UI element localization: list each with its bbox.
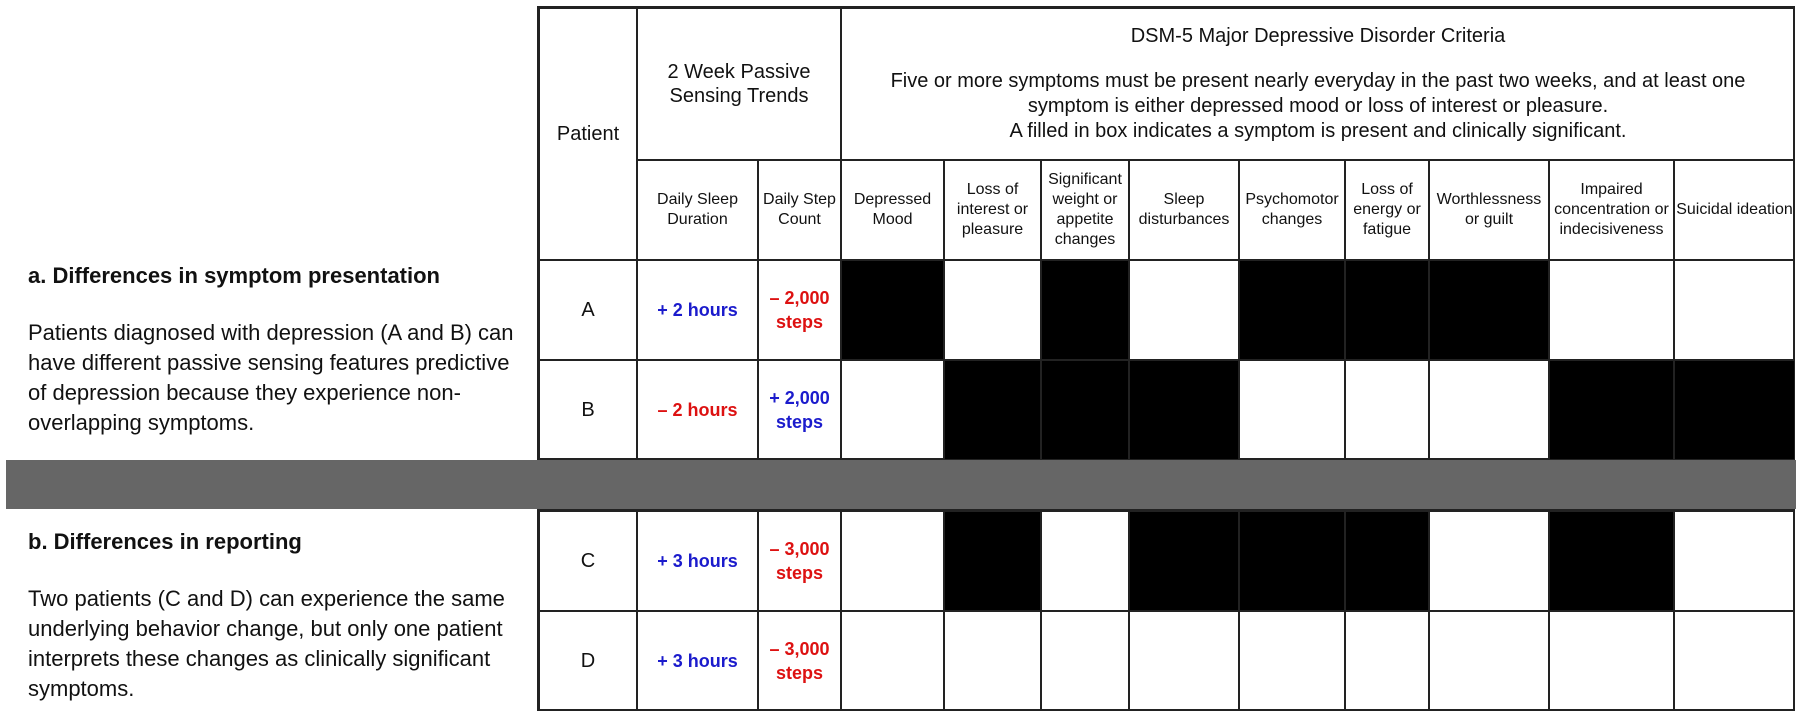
symptom-header: Sleep disturbances (1129, 160, 1239, 260)
symptom-cell-empty (1239, 611, 1345, 711)
dsm-criteria-header (841, 8, 1795, 160)
symptom-cell-filled (1041, 360, 1129, 460)
symptom-cell-filled (1345, 511, 1429, 611)
symptom-header: Loss of interest or pleasure (944, 160, 1041, 260)
symptom-cell-filled (944, 511, 1041, 611)
symptom-cell-empty (1429, 611, 1549, 711)
step-change-value: – 2,000 steps (758, 260, 841, 360)
symptom-cell-empty (1549, 260, 1674, 360)
symptom-cell-empty (841, 611, 944, 711)
sleep-duration-header: Daily Sleep Duration (637, 160, 758, 260)
symptom-header: Worthlessness or guilt (1429, 160, 1549, 260)
symptom-cell-filled (1345, 260, 1429, 360)
symptom-cell-filled (1239, 511, 1345, 611)
symptom-header: Suicidal ideation (1674, 160, 1795, 260)
symptom-cell-filled (1429, 260, 1549, 360)
symptom-header: Depressed Mood (841, 160, 944, 260)
symptom-cell-empty (1239, 360, 1345, 460)
section-divider-band (6, 460, 1796, 509)
symptom-cell-filled (1549, 511, 1674, 611)
symptom-cell-empty (1429, 511, 1549, 611)
symptom-cell-filled (841, 260, 944, 360)
sleep-change-value: + 2 hours (637, 260, 758, 360)
section-b-text (28, 528, 528, 704)
symptom-cell-filled (1239, 260, 1345, 360)
symptom-cell-empty (1041, 611, 1129, 711)
symptom-cell-empty (1429, 360, 1549, 460)
symptom-header: Psychomotor changes (1239, 160, 1345, 260)
step-change-value: – 3,000 steps (758, 511, 841, 611)
criteria-table-top (537, 6, 1795, 460)
symptom-cell-empty (944, 260, 1041, 360)
symptom-cell-empty (1345, 611, 1429, 711)
symptom-cell-empty (1549, 611, 1674, 711)
dsm-criteria-line2: A filled in box indicates a symptom is present and clinically significant. (1009, 120, 1627, 142)
symptom-cell-empty (841, 511, 944, 611)
criteria-table-bottom (537, 509, 1795, 711)
sleep-change-value: + 3 hours (637, 611, 758, 711)
symptom-cell-empty (1674, 611, 1795, 711)
step-count-header: Daily Step Count (758, 160, 841, 260)
symptom-cell-empty (944, 611, 1041, 711)
symptom-cell-filled (1549, 360, 1674, 460)
dsm-criteria-title: DSM-5 Major Depressive Disorder Criteria (1130, 25, 1506, 47)
patient-header: Patient (539, 8, 637, 260)
symptom-header: Impaired concentration or indecisiveness (1549, 160, 1674, 260)
symptom-cell-empty (1674, 260, 1795, 360)
symptom-header: Significant weight or appetite changes (1041, 160, 1129, 260)
symptom-cell-empty (1129, 611, 1239, 711)
section-b-title: b. Differences in reporting (28, 529, 302, 554)
step-change-value: + 2,000 steps (758, 360, 841, 460)
step-change-value: – 3,000 steps (758, 611, 841, 711)
patient-id: C (539, 511, 637, 611)
section-a-text (28, 262, 528, 438)
symptom-header: Loss of energy or fatigue (1345, 160, 1429, 260)
patient-id: B (539, 360, 637, 460)
section-a-title: a. Differences in symptom presentation (28, 263, 440, 288)
patient-id: A (539, 260, 637, 360)
symptom-cell-empty (1345, 360, 1429, 460)
symptom-cell-filled (1674, 360, 1795, 460)
symptom-cell-filled (1129, 511, 1239, 611)
symptom-cell-filled (1129, 360, 1239, 460)
patient-id: D (539, 611, 637, 711)
sleep-change-value: + 3 hours (637, 511, 758, 611)
section-a-body: Patients diagnosed with depression (A and B) can have different passive sensing features predictive of depression because they experience non-overlapping symptoms. (28, 320, 514, 435)
symptom-cell-empty (841, 360, 944, 460)
dsm-criteria-line1: Five or more symptoms must be present nearly everyday in the past two weeks, and at least one symptom is either depressed mood or loss of interest or pleasure. (890, 70, 1746, 117)
passive-sensing-header: 2 Week Passive Sensing Trends (637, 8, 841, 160)
symptom-cell-filled (1041, 260, 1129, 360)
sleep-change-value: – 2 hours (637, 360, 758, 460)
section-b-body: Two patients (C and D) can experience the same underlying behavior change, but only one patient interprets these changes as clinically significant symptoms. (28, 586, 505, 701)
symptom-cell-empty (1674, 511, 1795, 611)
symptom-cell-empty (1041, 511, 1129, 611)
symptom-cell-empty (1129, 260, 1239, 360)
symptom-cell-filled (944, 360, 1041, 460)
